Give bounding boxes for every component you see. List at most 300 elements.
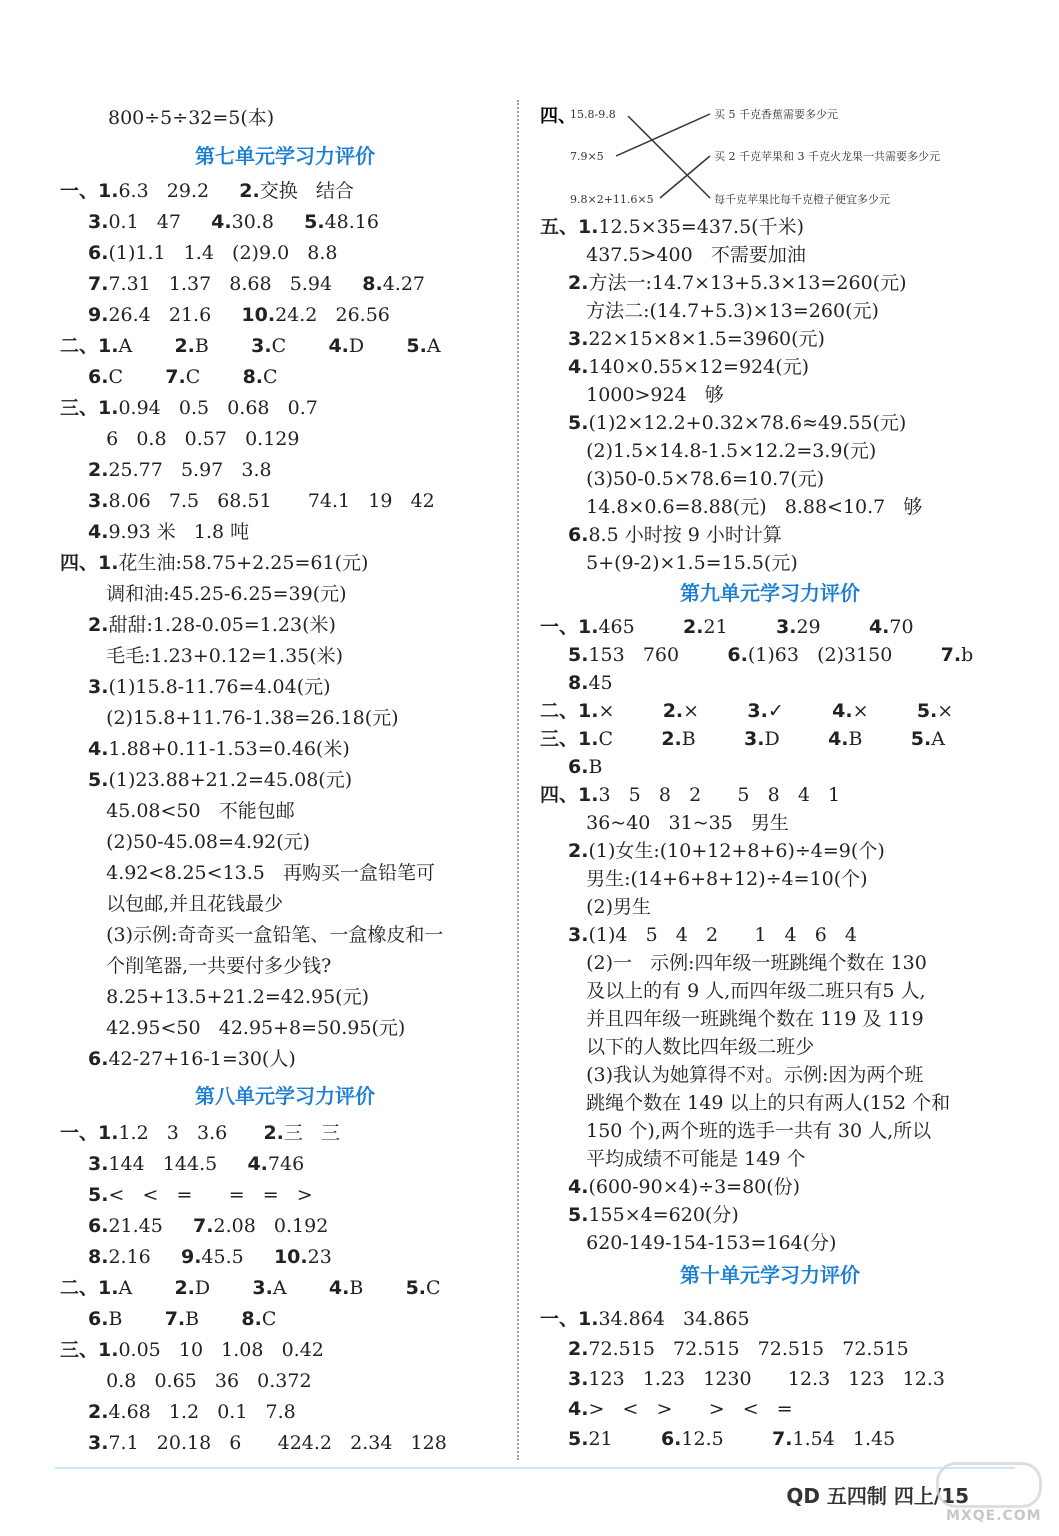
matching-label: 四、 [540,106,576,127]
answer-text: ✓ [767,700,833,722]
question-number: 4. [828,728,849,750]
question-number: 5. [406,335,427,357]
answer-line [540,782,840,808]
answer-text: 4.92<8.25<13.5 再购买一盒铅笔可 [88,862,435,884]
answer-line [88,426,299,452]
answer-line [568,950,927,976]
question-number: 3. [568,1368,589,1390]
question-number: 一、1. [60,180,119,202]
question-number: 5. [568,1428,589,1450]
answer-text: 620-149-154-153=164(分) [568,1232,837,1254]
answer-text: 平均成绩不可能是 149 个 [568,1148,806,1170]
answer-line [88,922,443,948]
question-number: 8. [362,273,383,295]
answer-text: 29 [796,616,869,638]
section-title: 第九单元学习力评价 [680,581,860,605]
answer-text: 甜甜:1.28-0.05=1.23(米) [108,614,336,636]
answer-line [88,1015,405,1041]
answer-text: B [194,335,252,357]
answer-text: (3)50-0.5×78.6=10.7(元) [568,468,825,490]
answer-line [88,860,435,886]
question-number: 3. [88,1153,109,1175]
answer-text: C [108,366,166,388]
answer-text: 三 三 [283,1122,341,1144]
answer-text: C [598,728,662,750]
answer-text: < < = = = > [108,1184,313,1206]
answer-text: 140×0.55×12=924(元) [588,356,810,378]
answer-text: 150 个),两个班的选手一共有 30 人,所以 [568,1120,932,1142]
answer-line [88,519,249,545]
answer-text: > < > > < = [588,1398,793,1420]
answer-line [568,1366,945,1392]
answer-text: 6.3 29.2 [118,180,240,202]
question-number: 3. [568,924,589,946]
footer-rule [55,1467,1015,1469]
answer-text: 3 5 8 2 5 8 4 1 [598,784,841,806]
answer-line [568,1336,909,1362]
answer-line [568,754,602,780]
answer-text: B [185,1308,242,1330]
answer-line [568,1174,800,1200]
answer-line [568,494,922,520]
question-number: 一、1. [540,616,599,638]
answer-text: 4.68 1.2 0.1 7.8 [108,1401,296,1423]
question-number: 四、1. [540,784,599,806]
answer-text: 8.5 小时按 9 小时计算 [588,524,782,546]
question-number: 3. [568,328,589,350]
answer-line [568,438,876,464]
answer-line [88,1182,313,1208]
question-number: 4. [568,1176,589,1198]
answer-text: 以包邮,并且花钱最少 [88,893,284,915]
answer-text: (600-90×4)÷3=80(份) [588,1176,801,1198]
question-number: 2. [239,180,260,202]
answer-text: 跳绳个数在 149 以上的只有两人(152 个和 [568,1092,951,1114]
question-number: 一、1. [60,1122,119,1144]
answer-text: 42.95<50 42.95+8=50.95(元) [88,1017,406,1039]
answer-line [568,1230,836,1256]
answer-text: D [194,1277,253,1299]
answer-line [88,271,425,297]
question-number: 2. [662,700,684,722]
answer-text: (2)一 示例:四年级一班跳绳个数在 130 [568,952,927,974]
answer-text: 746 [267,1153,305,1175]
question-number: 4. [568,356,589,378]
match-left-1: 15.8-9.8 [570,108,616,121]
question-number: 3. [88,211,109,233]
answer-text: B [681,728,745,750]
question-number: 4. [88,521,109,543]
question-number: 二、1. [540,700,599,722]
answer-text: 个削笔器,一共要付多少钱? [88,955,332,977]
question-number: 6. [88,366,109,388]
answer-text: (1)1.1 1.4 (2)9.0 8.8 [108,242,338,264]
answer-line [568,866,868,892]
answer-text: (1)15.8-11.76=4.04(元) [108,676,331,698]
answer-text: 25.77 5.97 3.8 [108,459,272,481]
page-footer: QD 五四制 四上/15 [786,1484,969,1508]
answer-line [568,354,809,380]
answer-line [568,1006,924,1032]
answer-text: 8.25+13.5+21.2=42.95(元) [88,986,370,1008]
answer-line [60,550,368,576]
answer-text: 2.08 0.192 [213,1215,329,1237]
answer-text: 及以上的有 9 人,而四年级二班只有5 人, [568,980,926,1002]
answer-text: 144 144.5 [108,1153,248,1175]
question-number: 6. [88,1308,109,1330]
question-number: 3. [88,1432,109,1454]
question-number: 7. [165,366,186,388]
answer-line [540,214,804,240]
answer-line [88,705,399,731]
answer-text: A [272,1277,329,1299]
answer-text: 34.864 34.865 [598,1308,750,1330]
answer-text: 26.4 21.6 [108,304,242,326]
answer-line [88,643,343,669]
answer-text: C [426,1277,441,1299]
question-number: 2. [661,728,682,750]
match-left-2: 7.9×5 [570,150,604,163]
answer-text: B [108,1308,165,1330]
answer-text: 1.88+0.11-1.53=0.46(米) [108,738,350,760]
match-line-1 [628,116,710,198]
section-title: 第七单元学习力评价 [195,144,375,168]
question-number: 5. [910,728,932,750]
answer-line [540,698,953,724]
answer-line [568,1062,923,1088]
answer-line [568,382,724,408]
answer-line [88,1244,332,1270]
answer-text: C [185,366,243,388]
answer-line [88,1213,328,1239]
question-number: 7. [88,273,109,295]
answer-text: 23 [307,1246,332,1268]
question-number: 3. [251,335,272,357]
answer-line [568,326,825,352]
answer-text: 36~40 31~35 男生 [568,812,789,834]
question-number: 6. [660,1428,682,1450]
question-number: 4. [328,1277,350,1299]
answer-line [540,726,945,752]
question-number: 6. [88,1048,109,1070]
answer-line [568,1034,814,1060]
answer-text: 毛毛:1.23+0.12=1.35(米) [88,645,344,667]
question-number: 9. [88,304,109,326]
question-number: 3. [744,728,765,750]
answer-line [60,1337,324,1363]
question-number: 四、1. [60,552,119,574]
question-number: 二、1. [60,1277,119,1299]
answer-text: (2)男生 [568,896,652,918]
answer-text: 1000>924 够 [568,384,724,406]
answer-text: 72.515 72.515 72.515 72.515 [588,1338,909,1360]
watermark-text: MXQE.COM [946,1508,1042,1524]
match-line-3 [660,156,710,198]
question-number: 10. [273,1246,308,1268]
question-number: 3. [747,700,768,722]
question-number: 6. [568,524,589,546]
question-number: 2. [568,1338,589,1360]
answer-text: 并且四年级一班跳绳个数在 119 及 119 [568,1008,924,1030]
answer-text: 45.08<50 不能包邮 [88,800,295,822]
answer-text: 14.8×0.6=8.88(元) 8.88<10.7 够 [568,496,923,518]
answer-text: A [426,335,441,357]
question-number: 三、1. [60,397,119,419]
answer-line [568,978,926,1004]
answer-text: 0.94 0.5 0.68 0.7 [118,397,318,419]
answer-line [88,891,283,917]
question-number: 5. [568,1204,589,1226]
answer-line [568,270,907,296]
question-number: 9. [180,1246,202,1268]
answer-text: 45.5 [201,1246,274,1268]
answer-text: D [764,728,829,750]
match-right-1: 买 5 千克香蕉需要多少元 [714,108,838,121]
question-number: 2. [88,459,109,481]
question-number: 8. [241,1308,262,1330]
answer-text: (1)2×12.2+0.32×78.6≈49.55(元) [588,412,907,434]
answer-text: 调和油:45.25-6.25=39(元) [88,583,347,605]
question-number: 2. [88,614,109,636]
answer-text: × [852,700,917,722]
answer-line [88,1046,296,1072]
question-number: 5. [88,1184,109,1206]
answer-line [568,838,885,864]
answer-text: 0.1 47 [108,211,212,233]
answer-line [88,488,435,514]
answer-text: 21 [703,616,776,638]
answer-line [88,767,352,793]
question-number: 6. [88,242,109,264]
question-number: 3. [88,676,109,698]
question-number: 三、1. [60,1339,119,1361]
answer-line [568,522,782,548]
question-number: 2. [174,1277,195,1299]
answer-line [88,1368,312,1394]
answer-text: 4.27 [382,273,425,295]
answer-text: C [261,1308,277,1330]
answer-text: 155×4=620(分) [588,1204,739,1226]
question-number: 6. [727,644,748,666]
answer-line [568,298,879,324]
answer-text: × [683,700,748,722]
answer-line [568,642,973,668]
question-number: 6. [568,756,589,778]
question-number: 4. [88,738,109,760]
answer-text: b [961,644,974,666]
answer-line [568,670,613,696]
answer-text: 交换 结合 [259,180,354,202]
question-number: 2. [263,1122,284,1144]
answer-line [60,178,354,204]
section-title: 第八单元学习力评价 [195,1084,375,1108]
answer-text: (3)示例:奇奇买一盒铅笔、一盒橡皮和一 [88,924,444,946]
answer-line [88,457,272,483]
answer-text: (1)63 (2)3150 [747,644,941,666]
answer-text: 5+(9-2)×1.5=15.5(元) [568,552,798,574]
answer-line [88,302,390,328]
answer-text: × [598,700,663,722]
answer-line [568,894,651,920]
question-number: 3. [776,616,797,638]
matching-diagram [540,106,998,210]
question-number: 4. [568,1398,589,1420]
answer-line [88,240,338,266]
answer-line [88,798,295,824]
answer-text: 以下的人数比四年级二班少 [568,1036,815,1058]
answer-text: 7.1 20.18 6 424.2 2.34 128 [108,1432,447,1454]
match-right-2: 买 2 千克苹果和 3 千克火龙果一共需要多少元 [714,150,940,163]
answer-line [88,209,379,235]
answer-line [568,922,857,948]
answer-text: 6 0.8 0.57 0.129 [88,428,300,450]
answer-line [88,1306,276,1332]
answer-text: A [931,728,945,750]
answer-text: B [588,756,603,778]
match-line-2 [616,114,710,156]
question-number: 2. [174,335,195,357]
answer-text: 7.31 1.37 8.68 5.94 [108,273,363,295]
answer-text: 男生:(14+6+8+12)÷4=10(个) [568,868,868,890]
question-number: 4. [211,211,232,233]
answer-line [60,395,318,421]
answer-text: 24.2 26.56 [275,304,390,326]
answer-text: C [271,335,329,357]
question-number: 4. [832,700,853,722]
answer-text: D [348,335,407,357]
question-number: 4. [328,335,349,357]
answer-text: 30.8 [231,211,305,233]
answer-text: 1.54 1.45 [792,1428,896,1450]
answer-text: 42-27+16-1=30(人) [108,1048,296,1070]
question-number: 8. [242,366,264,388]
answer-line [568,1202,739,1228]
section-title: 第十单元学习力评价 [680,1263,860,1287]
match-right-3: 每千克苹果比每千克橙子便宜多少元 [714,193,890,206]
answer-text: 0.05 10 1.08 0.42 [118,1339,324,1361]
carry-over-line: 800÷5÷32=5(本) [108,107,275,129]
answer-line [568,1426,895,1452]
answer-text: 8.06 7.5 68.51 74.1 19 42 [108,490,435,512]
answer-text: C [263,366,278,388]
question-number: 7. [164,1308,186,1330]
answer-text: × [937,700,954,722]
question-number: 8. [568,672,589,694]
answer-line [568,1118,931,1144]
question-number: 6. [88,1215,109,1237]
answer-line [568,242,806,268]
question-number: 五、1. [540,216,599,238]
answer-line [88,581,347,607]
answer-line [60,333,441,359]
question-number: 7. [940,644,962,666]
watermark [926,1458,1051,1528]
answer-text: 465 [598,616,684,638]
question-number: 2. [683,616,704,638]
answer-text: 153 760 [588,644,728,666]
answer-line [88,1430,447,1456]
answer-line [88,736,350,762]
answer-text: B [848,728,911,750]
answer-text: 48.16 [324,211,379,233]
answer-text: (3)我认为她算得不对。示例:因为两个班 [568,1064,924,1086]
question-number: 2. [88,1401,109,1423]
question-number: 2. [568,840,589,862]
answer-text: (1)4 5 4 2 1 4 6 4 [588,924,858,946]
question-number: 4. [247,1153,268,1175]
question-number: 10. [241,304,276,326]
question-number: 5. [304,211,325,233]
answer-text: (1)23.88+21.2=45.08(元) [108,769,353,791]
question-number: 一、1. [540,1308,599,1330]
column-divider [517,100,519,1460]
answer-text: 花生油:58.75+2.25=61(元) [118,552,369,574]
answer-text: 1.2 3 3.6 [118,1122,264,1144]
answer-line [60,1275,441,1301]
question-number: 二、1. [60,335,119,357]
answer-line [88,1151,304,1177]
answer-text: 9.93 米 1.8 吨 [108,521,250,543]
answer-text: B [349,1277,406,1299]
question-number: 3. [88,490,109,512]
answer-text: 123 1.23 1230 12.3 123 12.3 [588,1368,945,1390]
question-number: 5. [568,412,589,434]
question-number: 4. [868,616,890,638]
answer-text: 12.5×35=437.5(千米) [598,216,804,238]
answer-line [60,1120,340,1146]
answer-text: (2)1.5×14.8-1.5×12.2=3.9(元) [568,440,877,462]
question-number: 5. [88,769,109,791]
answer-line [568,810,789,836]
question-number: 5. [405,1277,427,1299]
answer-text: 方法一:14.7×13+5.3×13=260(元) [588,272,907,294]
answer-text: 21 [588,1428,661,1450]
answer-line [88,674,331,700]
question-number: 8. [88,1246,109,1268]
answer-text: (2)50-45.08=4.92(元) [88,831,311,853]
answer-line [88,1399,296,1425]
answer-line [568,550,798,576]
answer-text: 70 [889,616,914,638]
answer-line [88,953,331,979]
answer-line [568,1090,950,1116]
answer-text: 方法二:(14.7+5.3)×13=260(元) [568,300,879,322]
answer-line [568,1396,793,1422]
answer-text: 45 [588,672,613,694]
question-number: 5. [568,644,589,666]
answer-text: 12.5 [681,1428,773,1450]
question-number: 三、1. [540,728,599,750]
answer-text: 2.16 [108,1246,181,1268]
question-number: 7. [193,1215,214,1237]
watermark-logo-icon [936,1462,1042,1508]
answer-text: 437.5>400 不需要加油 [568,244,806,266]
answer-text: 21.45 [108,1215,194,1237]
answer-line [540,1306,750,1332]
answer-line [568,1146,805,1172]
answer-line [88,829,310,855]
answer-text: (2)15.8+11.76-1.38=26.18(元) [88,707,399,729]
answer-line [88,364,278,390]
answer-text: 0.8 0.65 36 0.372 [88,1370,312,1392]
question-number: 2. [568,272,589,294]
match-left-3: 9.8×2+11.6×5 [570,193,654,206]
answer-line [88,984,369,1010]
answer-text: (1)女生:(10+12+8+6)÷4=9(个) [588,840,885,862]
question-number: 5. [916,700,938,722]
question-number: 3. [252,1277,273,1299]
question-number: 7. [772,1428,793,1450]
